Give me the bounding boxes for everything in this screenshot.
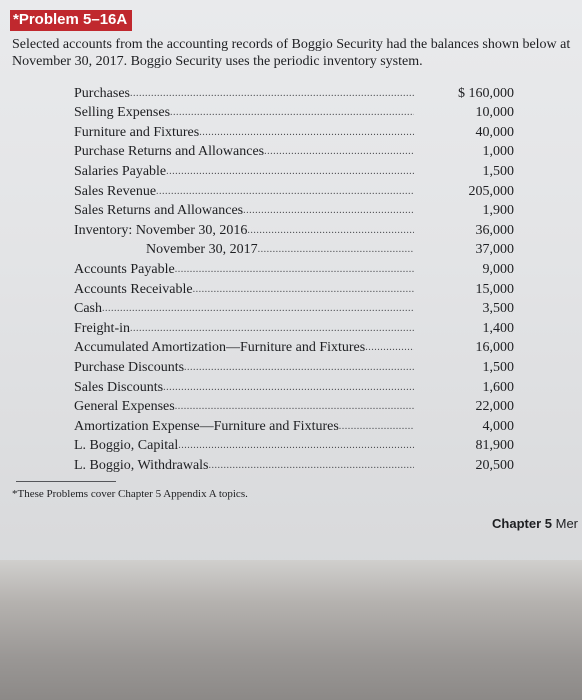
account-label: Sales Discounts [74,379,164,395]
account-label: November 30, 2017 [146,242,258,258]
account-label-wrap [74,184,414,200]
account-label: Sales Revenue [74,183,157,199]
dot-leader [175,264,414,275]
account-label-wrap [74,125,414,141]
account-row [74,180,514,200]
account-amount: 9,000 [482,261,514,277]
dot-leader [170,107,414,118]
account-label: Inventory: November 30, 2016 [74,222,248,238]
account-row [74,356,514,376]
dot-leader [102,303,414,314]
dot-leader [175,401,414,412]
account-amount: 4,000 [482,418,514,434]
account-label-wrap [74,399,414,415]
account-label: Amortization Expense—Furniture and Fixtures [74,418,339,434]
account-amount: $ 160,000 [458,85,514,101]
account-label: Purchase Discounts [74,359,185,375]
account-label: Salaries Payable [74,163,167,179]
footnote-rule [16,481,116,482]
problem-tag: *Problem 5–16A [10,10,132,31]
account-amount: 20,500 [475,457,514,473]
account-row [74,121,514,141]
table-surface [0,560,582,700]
account-row [74,82,514,102]
account-amount: 1,500 [482,359,514,375]
account-row [74,102,514,122]
account-row [74,219,514,239]
account-label: General Expenses [74,399,175,415]
account-label-wrap [74,242,414,258]
account-label-wrap [74,380,414,396]
dot-leader [264,146,414,157]
account-label-wrap [74,105,414,121]
account-row [74,317,514,337]
account-label: L. Boggio, Capital [74,438,179,454]
account-amount: 16,000 [475,340,514,356]
account-row [74,435,514,455]
account-label: Cash [74,301,102,317]
account-label-wrap [74,144,414,160]
account-label-wrap [74,203,414,219]
account-amount: 37,000 [475,242,514,258]
dot-leader [243,205,414,216]
account-amount: 205,000 [468,183,514,199]
account-label: Selling Expenses [74,105,171,121]
dot-leader [184,362,414,373]
account-label-wrap [74,86,414,102]
account-label: Accumulated Amortization—Furniture and Fixtures [74,340,366,356]
dot-leader [163,382,414,393]
chapter-running-head [492,516,578,531]
account-amount: 36,000 [475,222,514,238]
account-label: Freight-in [74,320,130,336]
account-amount: 1,000 [482,144,514,160]
account-label: Sales Returns and Allowances [74,203,244,219]
account-label: Purchases [74,85,130,101]
account-row [74,415,514,435]
account-label-wrap [74,262,414,278]
account-row [74,160,514,180]
account-label-wrap [74,321,414,337]
account-amount: 40,000 [475,124,514,140]
dot-leader [130,323,414,334]
account-amount: 1,600 [482,379,514,395]
account-amount: 10,000 [475,105,514,121]
account-amount: 1,900 [482,203,514,219]
account-amount: 1,500 [482,163,514,179]
account-amount: 1,400 [482,320,514,336]
account-label-wrap [74,458,414,474]
account-label-wrap [74,360,414,376]
dot-leader [166,166,414,177]
account-label: Accounts Receivable [74,281,193,297]
account-label-wrap [74,419,414,435]
account-label-wrap [74,282,414,298]
dot-leader [199,127,414,138]
dot-leader [258,244,414,255]
dot-leader [209,460,415,471]
account-label: L. Boggio, Withdrawals [74,457,209,473]
account-label: Furniture and Fixtures [74,124,200,140]
account-label-wrap [74,164,414,180]
account-list [74,82,514,474]
account-row [74,396,514,416]
dot-leader [178,440,414,451]
account-row [74,200,514,220]
dot-leader [130,88,414,99]
dot-leader [339,421,414,432]
account-row [74,239,514,259]
account-row [74,298,514,318]
dot-leader [156,186,414,197]
account-label-wrap [74,223,414,239]
account-label: Accounts Payable [74,261,175,277]
account-row [74,337,514,357]
account-amount: 3,500 [482,301,514,317]
footnote: *These Problems cover Chapter 5 Appendix A topics. [12,488,248,500]
account-row [74,278,514,298]
account-row [74,141,514,161]
account-label-wrap [74,438,414,454]
account-amount: 22,000 [475,399,514,415]
account-amount: 15,000 [475,281,514,297]
account-row [74,376,514,396]
account-row [74,454,514,474]
chapter-suffix: Mer [555,516,578,531]
account-row [74,258,514,278]
problem-intro: Selected accounts from the accounting records of Boggio Security had the balances shown below at November 30, 2017. Boggio Security uses the periodic inventory system. [12,37,571,69]
account-label-wrap [74,301,414,317]
account-amount: 81,900 [475,438,514,454]
account-label: Purchase Returns and Allowances [74,144,265,160]
account-label-wrap [74,340,414,356]
dot-leader [193,284,414,295]
chapter-label: Chapter 5 [492,516,552,531]
dot-leader [365,342,414,353]
dot-leader [247,225,414,236]
